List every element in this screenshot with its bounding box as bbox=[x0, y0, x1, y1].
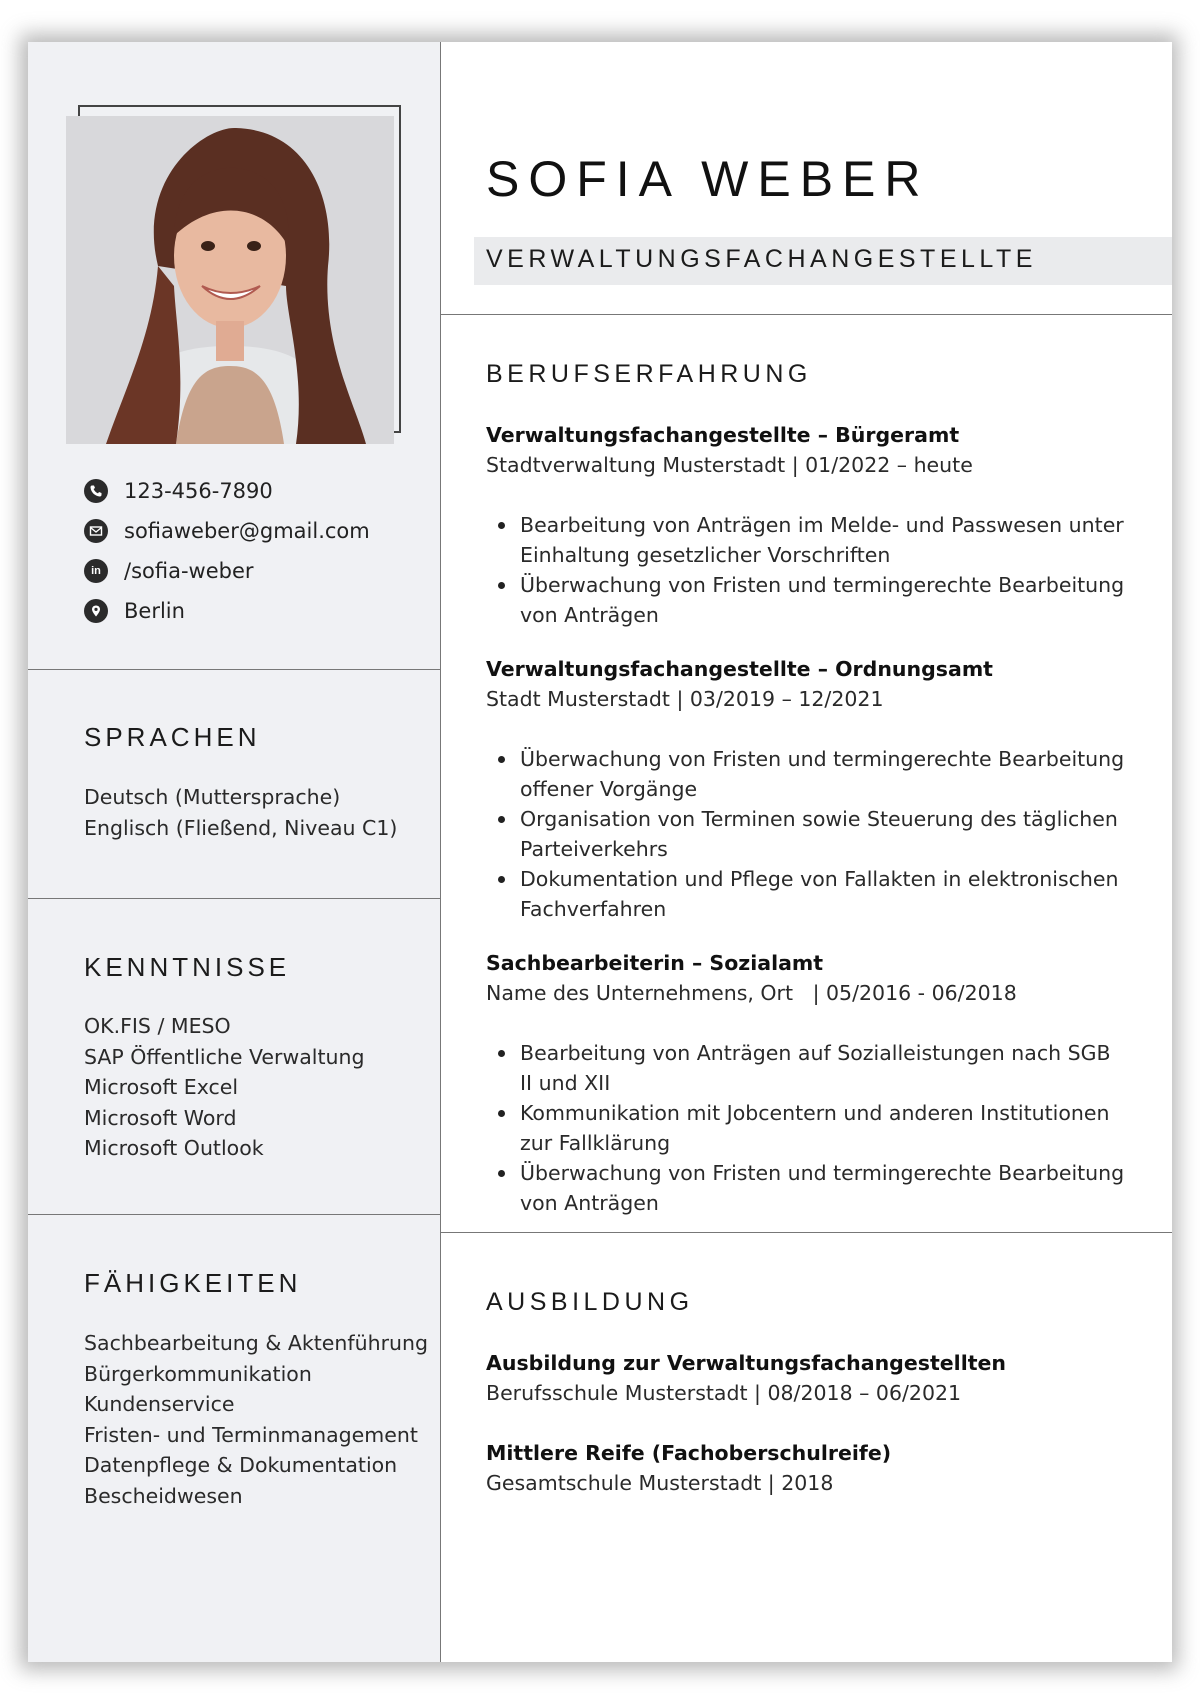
linkedin-icon: in bbox=[84, 559, 108, 583]
job-entry bbox=[486, 948, 1126, 1218]
job-meta: Name des Unternehmens, Ort | 05/2016 - 06/2018 bbox=[486, 981, 1017, 1005]
divider bbox=[440, 1232, 1172, 1233]
contact-email-text: sofiaweber@gmail.com bbox=[124, 519, 370, 543]
list-item: Sachbearbeitung & Aktenführung bbox=[84, 1331, 428, 1355]
languages-list bbox=[84, 782, 397, 843]
list-item: Microsoft Outlook bbox=[84, 1136, 264, 1160]
job-meta: Stadtverwaltung Musterstadt | 01/2022 – heute bbox=[486, 453, 973, 477]
bullet-item: Überwachung von Fristen und termingerechte Bearbeitung offener Vorgänge bbox=[486, 744, 1126, 804]
list-item: Microsoft Excel bbox=[84, 1075, 239, 1099]
contact-phone[interactable] bbox=[84, 476, 273, 506]
contact-location-text: Berlin bbox=[124, 599, 185, 623]
mail-icon bbox=[84, 519, 108, 543]
phone-icon bbox=[84, 479, 108, 503]
bullet-item: Überwachung von Fristen und termingerechte Bearbeitung von Anträgen bbox=[486, 570, 1126, 630]
skills-title: KENNTNISSE bbox=[84, 952, 291, 982]
experience-title: BERUFSERFAHRUNG bbox=[486, 360, 812, 388]
candidate-name: SOFIA WEBER bbox=[486, 151, 930, 207]
candidate-job-title: VERWALTUNGSFACHANGESTELLTE bbox=[486, 245, 1037, 273]
bullet-item: Organisation von Terminen sowie Steuerung des täglichen Parteiverkehrs bbox=[486, 804, 1126, 864]
list-item: Microsoft Word bbox=[84, 1105, 237, 1130]
list-item: Bürgerkommunikation bbox=[84, 1361, 312, 1386]
bullet-item: Dokumentation und Pflege von Fallakten in elektronischen Fachverfahren bbox=[486, 864, 1126, 924]
list-item: Deutsch (Muttersprache) bbox=[84, 785, 341, 809]
job-bullets bbox=[486, 1038, 1126, 1218]
abilities-list bbox=[84, 1328, 428, 1511]
cv-page bbox=[28, 42, 1172, 1662]
profile-photo bbox=[66, 116, 394, 444]
contact-email[interactable] bbox=[84, 516, 370, 546]
portrait-image bbox=[66, 116, 394, 444]
education-title-text: Mittlere Reife (Fachoberschulreife) bbox=[486, 1441, 892, 1465]
job-title: Verwaltungsfachangestellte – Bürgeramt bbox=[486, 423, 960, 447]
education-title: AUSBILDUNG bbox=[486, 1288, 694, 1316]
bullet-item: Kommunikation mit Jobcentern und anderen Institutionen zur Fallklärung bbox=[486, 1098, 1126, 1158]
list-item: SAP Öffentliche Verwaltung bbox=[84, 1044, 365, 1069]
divider bbox=[440, 314, 1172, 315]
job-entry bbox=[486, 420, 1126, 630]
contact-location bbox=[84, 596, 185, 626]
skills-list bbox=[84, 1011, 365, 1164]
education-meta: Gesamtschule Musterstadt | 2018 bbox=[486, 1471, 834, 1495]
sidebar bbox=[28, 42, 441, 1662]
education-entry bbox=[486, 1348, 1006, 1408]
languages-title: SPRACHEN bbox=[84, 722, 261, 752]
bullet-item: Bearbeitung von Anträgen auf Sozialleistungen nach SGB II und XII bbox=[486, 1038, 1126, 1098]
job-bullets bbox=[486, 510, 1126, 630]
job-bullets bbox=[486, 744, 1126, 924]
list-item: Kundenservice bbox=[84, 1392, 235, 1416]
job-title: Sachbearbeiterin – Sozialamt bbox=[486, 951, 824, 975]
bullet-item: Bearbeitung von Anträgen im Melde- und Passwesen unter Einhaltung gesetzlicher Vorschriften bbox=[486, 510, 1126, 570]
contact-phone-text: 123-456-7890 bbox=[124, 479, 273, 503]
list-item: Englisch (Fließend, Niveau C1) bbox=[84, 815, 398, 840]
job-entry bbox=[486, 654, 1126, 924]
list-item: OK.FIS / MESO bbox=[84, 1014, 231, 1038]
abilities-title: FÄHIGKEITEN bbox=[84, 1268, 302, 1298]
job-meta: Stadt Musterstadt | 03/2019 – 12/2021 bbox=[486, 687, 884, 711]
education-entry bbox=[486, 1438, 891, 1498]
job-title: Verwaltungsfachangestellte – Ordnungsamt bbox=[486, 657, 993, 681]
list-item: Datenpflege & Dokumentation bbox=[84, 1453, 398, 1477]
contact-linkedin[interactable] bbox=[84, 556, 254, 586]
education-title-text: Ausbildung zur Verwaltungsfachangestellten bbox=[486, 1351, 1007, 1375]
divider bbox=[28, 669, 440, 670]
list-item: Fristen- und Terminmanagement bbox=[84, 1422, 418, 1447]
contact-linkedin-text: /sofia-weber bbox=[124, 559, 254, 583]
bullet-item: Überwachung von Fristen und termingerechte Bearbeitung von Anträgen bbox=[486, 1158, 1126, 1218]
divider bbox=[28, 898, 440, 899]
divider bbox=[28, 1214, 440, 1215]
education-meta: Berufsschule Musterstadt | 08/2018 – 06/2021 bbox=[486, 1381, 962, 1405]
location-icon bbox=[84, 599, 108, 623]
list-item: Bescheidwesen bbox=[84, 1483, 243, 1508]
